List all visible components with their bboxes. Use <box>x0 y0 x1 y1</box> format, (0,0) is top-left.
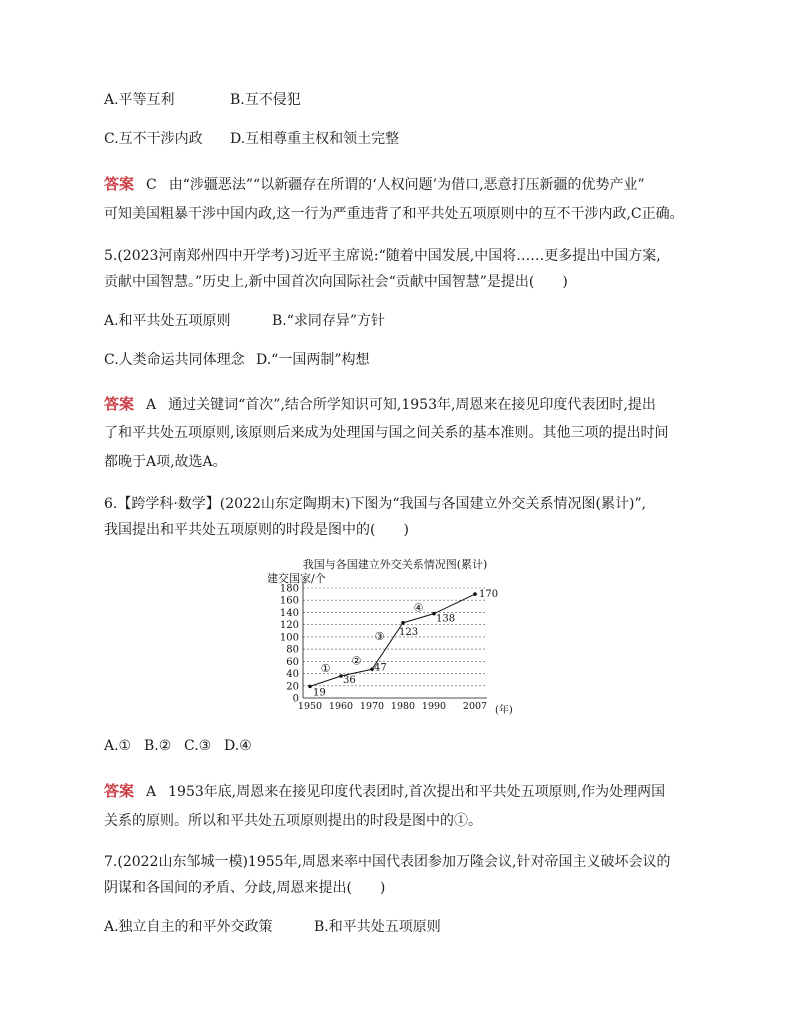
q6-stem-1: 6.【跨学科·数学】(2022山东定陶期末)下图为“我国与各国建立外交关系情况图(累计)”, <box>104 496 647 512</box>
q6-option-a[interactable]: A.① <box>104 738 132 754</box>
q5-stem-1: 5.(2023河南郑州四中开学考)习近平主席说:“随着中国发展,中国将……更多提出中国方案, <box>104 248 661 264</box>
y-tick-label: 100 <box>279 632 299 644</box>
q6-option-c[interactable]: C.③ <box>184 738 212 754</box>
q5-option-c[interactable]: C.人类命运共同体理念 <box>104 352 245 368</box>
y-tick-label: 80 <box>286 644 299 656</box>
answer-letter: C <box>146 177 157 193</box>
q4-explanation-2: 可知美国粗暴干涉中国内政,这一行为严重违背了和平共处五项原则中的互不干涉内政,C正确。 <box>104 206 684 222</box>
q5-option-b[interactable]: B.“求同存异”方针 <box>272 313 386 329</box>
q5-answer-line <box>104 394 656 415</box>
series-line <box>310 594 475 686</box>
q5-explanation-3: 都晚于A项,故选A。 <box>104 454 227 470</box>
data-label: 19 <box>313 687 326 699</box>
q7-option-b[interactable]: B.和平共处五项原则 <box>314 919 441 935</box>
y-tick-label: 0 <box>292 693 299 705</box>
data-point <box>401 621 405 625</box>
q6-answer-line <box>104 781 665 802</box>
segment-marker: ④ <box>413 601 424 615</box>
q7-stem-2: 阴谋和各国间的矛盾、分歧,周恩来提出( ) <box>104 880 386 896</box>
diplomatic-relations-chart <box>265 555 525 720</box>
y-tick-label: 160 <box>279 595 299 607</box>
q4-answer-line <box>104 174 645 195</box>
q4-options-row1 <box>104 90 301 110</box>
y-tick-label: 120 <box>279 620 299 632</box>
q4-option-a[interactable]: A.平等互利 <box>104 92 175 108</box>
q5-stem-2: 贡献中国智慧。”历史上,新中国首次向国际社会“贡献中国智慧”是提出( ) <box>104 274 568 290</box>
q4-options-row2 <box>104 129 399 149</box>
y-tick-label: 40 <box>286 669 299 681</box>
y-tick-label: 180 <box>279 583 299 595</box>
q5-option-a[interactable]: A.和平共处五项原则 <box>104 313 231 329</box>
data-label: 36 <box>343 675 356 686</box>
y-tick-label: 20 <box>286 681 299 693</box>
chart-title: 我国与各国建立外交关系情况图(累计) <box>302 558 488 571</box>
segment-marker: ① <box>320 662 331 676</box>
y-tick-label: 60 <box>286 656 299 668</box>
q4-option-c[interactable]: C.互不干涉内政 <box>104 131 203 147</box>
q5-options-row1 <box>104 311 385 331</box>
q6-explanation-2: 关系的原则。所以和平共处五项原则提出的时段是图中的①。 <box>104 813 482 829</box>
q4-explanation-1: 由“涉疆恶法”“以新疆存在所谓的‘人权问题’为借口,恶意打压新疆的优势产业” <box>168 177 645 193</box>
data-point <box>473 592 477 596</box>
q7-option-a[interactable]: A.独立自主的和平外交政策 <box>104 919 273 935</box>
answer-letter: A <box>146 784 157 800</box>
y-tick-label: 140 <box>279 607 299 619</box>
x-tick-label: 1960 <box>328 701 354 712</box>
segment-marker: ② <box>351 654 362 668</box>
segment-marker: ③ <box>374 630 385 644</box>
q4-option-b[interactable]: B.互不侵犯 <box>230 92 301 108</box>
data-label: 170 <box>479 589 499 601</box>
q4-option-d[interactable]: D.互相尊重主权和领土完整 <box>230 131 400 147</box>
q5-option-d[interactable]: D.“一国两制”构想 <box>256 352 370 368</box>
chart-ylabel: 建交国家/个 <box>267 572 326 585</box>
answer-label: 答案 <box>104 395 135 413</box>
q5-options-row2 <box>104 350 370 370</box>
q6-option-d[interactable]: D.④ <box>224 738 252 754</box>
x-tick-label: 1970 <box>359 701 385 712</box>
q6-options <box>104 736 252 756</box>
q7-options-row1 <box>104 917 441 937</box>
answer-letter: A <box>146 397 157 413</box>
q6-explanation-1: 1953年底,周恩来在接见印度代表团时,首次提出和平共处五项原则,作为处理两国 <box>168 784 666 800</box>
q5-explanation-2: 了和平共处五项原则,该原则后来成为处理国与国之间关系的基本准则。其他三项的提出时间 <box>104 425 669 441</box>
answer-label: 答案 <box>104 782 135 800</box>
x-tick-label: 1950 <box>297 701 323 712</box>
data-label: 138 <box>436 613 456 625</box>
q6-stem-2: 我国提出和平共处五项原则的时段是图中的( ) <box>104 522 409 538</box>
data-label: 47 <box>374 662 387 674</box>
q7-stem-1: 7.(2022山东邹城一模)1955年,周恩来率中国代表团参加万隆会议,针对帝国主义破坏会议的 <box>104 854 671 870</box>
chart-xlabel: (年) <box>495 705 513 716</box>
q6-option-b[interactable]: B.② <box>144 738 172 754</box>
x-tick-label: 1980 <box>390 701 416 712</box>
data-label: 123 <box>399 626 419 638</box>
x-tick-label: 2007 <box>462 701 488 712</box>
x-tick-label: 1990 <box>421 701 447 712</box>
q5-explanation-1: 通过关键词“首次”,结合所学知识可知,1953年,周恩来在接见印度代表团时,提出 <box>168 397 656 413</box>
answer-label: 答案 <box>104 175 135 193</box>
data-point <box>308 685 312 689</box>
